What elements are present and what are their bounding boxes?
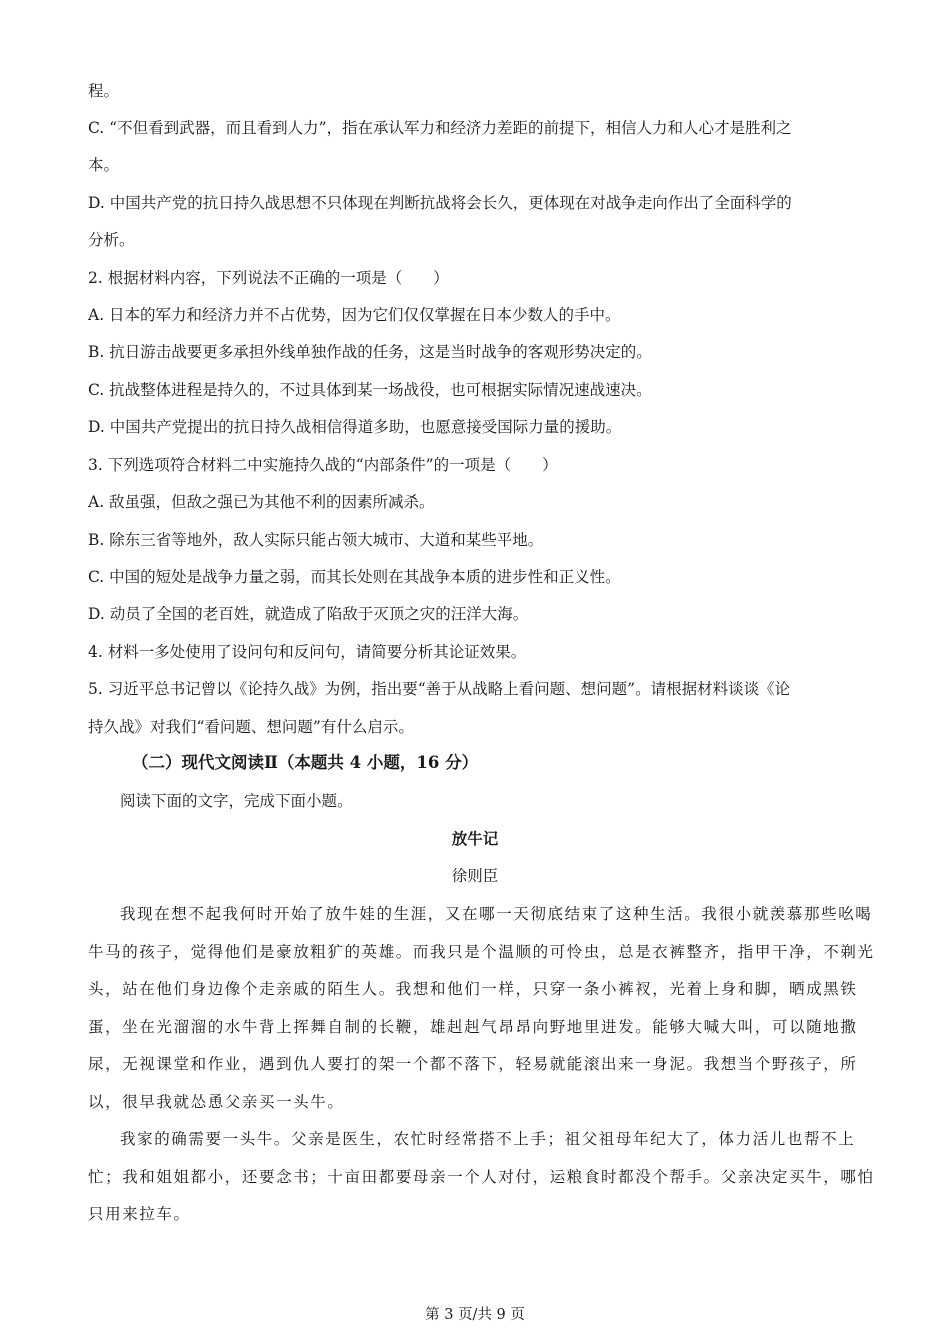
option-c: C. 抗战整体进程是持久的，不过具体到某一场战役，也可根据实际情况速战速决。 [88, 381, 652, 399]
option-d: D. 中国共产党的抗日持久战思想不只体现在判断抗战将会长久，更体现在对战争走向作出了全面科学的 [88, 194, 792, 212]
page-footer: 第 3 页/共 9 页 [425, 1307, 525, 1323]
option-a: A. 日本的军力和经济力并不占优势，因为它们仅仅掌握在日本少数人的手中。 [88, 306, 621, 324]
text-line: 程。 [88, 82, 120, 100]
text-line: 持久战》对我们“看问题、想问题”有什么启示。 [88, 718, 414, 736]
story-line: 只用来拉车。 [88, 1205, 191, 1223]
section-heading: （二）现代文阅读Ⅱ（本题共 4 小题，16 分） [132, 753, 479, 772]
story-title: 放牛记 [451, 829, 499, 848]
instruction: 阅读下面的文字，完成下面小题。 [120, 792, 353, 810]
question-3: 3. 下列选项符合材料二中实施持久战的“内部条件”的一项是（ ） [88, 456, 558, 474]
story-line: 蛋，坐在光溜溜的水牛背上挥舞自制的长鞭，雄赳赳气昂昂向野地里进发。能够大喊大叫，可以随地撒 [88, 1018, 858, 1036]
text-line: 分析。 [88, 231, 135, 249]
question-5: 5. 习近平总书记曾以《论持久战》为例，指出要“善于从战略上看问题、想问题”。请根据材料谈谈《论 [88, 680, 791, 698]
story-line: 忙；我和姐姐都小，还要念书；十亩田都要母亲一个人对付，运粮食时都没个帮手。父亲决定买牛，哪怕 [88, 1168, 875, 1186]
story-line: 头，站在他们身边像个走亲戚的陌生人。我想和他们一样，只穿一条小裤衩，光着上身和脚，晒成黑铁 [88, 980, 858, 998]
option-c: C. “不但看到武器，而且看到人力”，指在承认军力和经济力差距的前提下，相信人力和人心才是胜利之 [88, 119, 792, 137]
option-b: B. 除东三省等地外，敌人实际只能占领大城市、大道和某些平地。 [88, 531, 544, 549]
story-line: 尿，无视课堂和作业，遇到仇人要打的架一个都不落下，轻易就能滚出来一身泥。我想当个野孩子，所 [88, 1055, 858, 1073]
option-d: D. 中国共产党提出的抗日持久战相信得道多助，也愿意接受国际力量的援助。 [88, 418, 622, 436]
story-line: 牛马的孩子，觉得他们是豪放粗犷的英雄。而我只是个温顺的可怜虫，总是衣裤整齐，指甲干净，不剃光 [88, 943, 875, 961]
story-author: 徐则臣 [451, 867, 499, 885]
option-a: A. 敌虽强，但敌之强已为其他不利的因素所减杀。 [88, 493, 435, 511]
option-b: B. 抗日游击战要更多承担外线单独作战的任务，这是当时战争的客观形势决定的。 [88, 343, 652, 361]
option-c: C. 中国的短处是战争力量之弱，而其长处则在其战争本质的进步性和正义性。 [88, 568, 621, 586]
story-line: 我现在想不起我何时开始了放牛娃的生涯，又在哪一天彻底结束了这种生活。我很小就羡慕那些吆喝 [120, 905, 873, 923]
story-line: 以，很早我就怂恿父亲买一头牛。 [88, 1093, 345, 1111]
question-4: 4. 材料一多处使用了设问句和反问句，请简要分析其论证效果。 [88, 643, 527, 661]
question-2: 2. 根据材料内容，下列说法不正确的一项是（ ） [88, 269, 449, 287]
story-line: 我家的确需要一头牛。父亲是医生，农忙时经常搭不上手；祖父祖母年纪大了，体力活儿也帮不上 [120, 1130, 856, 1148]
option-d: D. 动员了全国的老百姓，就造成了陷敌于灭顶之灾的汪洋大海。 [88, 605, 529, 623]
text-line: 本。 [88, 156, 120, 174]
